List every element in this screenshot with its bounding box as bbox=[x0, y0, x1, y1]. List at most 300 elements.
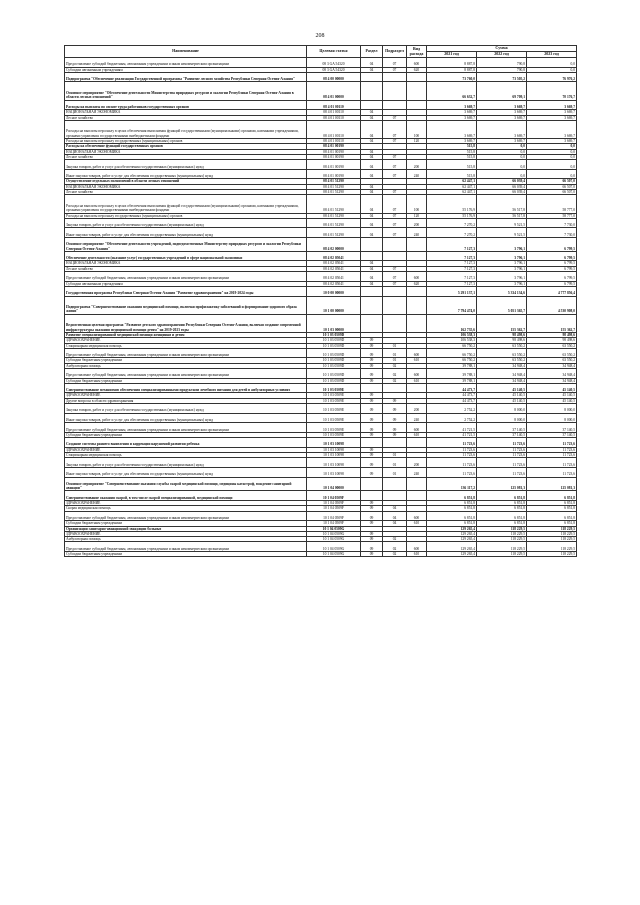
row-value-2021: 41 721,5 bbox=[427, 432, 477, 437]
row-code: 08 4 02 05041 bbox=[307, 266, 361, 271]
row-section: 09 bbox=[361, 404, 383, 414]
row-subsection: 01 bbox=[383, 467, 407, 477]
row-subsection: 07 bbox=[383, 281, 407, 286]
row-value-2023: 11 723,6 bbox=[527, 467, 577, 477]
row-subsection: 07 bbox=[383, 58, 407, 68]
row-name: НАЦИОНАЛЬНАЯ ЭКОНОМИКА bbox=[65, 261, 307, 266]
row-name: Субсидии бюджетным учреждениям bbox=[65, 432, 307, 437]
row-code: 10 1 04 0509F bbox=[307, 506, 361, 511]
row-subsection: 07 bbox=[383, 139, 407, 144]
row-subsection: 07 bbox=[383, 67, 407, 72]
row-name: Иные закупки товаров, работ и услуг для обеспечения государственных (муниципальных) нужд bbox=[65, 413, 307, 423]
row-subsection: 02 bbox=[383, 378, 407, 383]
row-subsection bbox=[383, 286, 407, 296]
row-value-2021: 11 723,6 bbox=[427, 453, 477, 458]
row-value-2023: 6 851,8 bbox=[527, 511, 577, 521]
row-value-2022: 45 140,5 bbox=[477, 398, 527, 403]
row-value-2021: 6 851,8 bbox=[427, 506, 477, 511]
row-value-2021: 66 750,2 bbox=[427, 358, 477, 363]
table-row bbox=[65, 160, 577, 170]
row-value-2022: 9 521,5 bbox=[477, 228, 527, 238]
row-name: ЗДРАВООХРАНЕНИЕ bbox=[65, 531, 307, 536]
row-subsection bbox=[383, 383, 407, 393]
table-row bbox=[65, 237, 577, 251]
row-value-2023: 58 777,0 bbox=[527, 213, 577, 218]
row-section bbox=[361, 477, 383, 491]
row-name: НАЦИОНАЛЬНАЯ ЭКОНОМИКА bbox=[65, 110, 307, 115]
row-subsection bbox=[383, 296, 407, 314]
row-code: 08 4 01 00110 bbox=[307, 120, 361, 138]
row-value-2021: 11 723,6 bbox=[427, 467, 477, 477]
row-code: 10 1 04 00000 bbox=[307, 477, 361, 491]
row-section: 04 bbox=[361, 228, 383, 238]
row-section bbox=[361, 438, 383, 448]
row-section: 09 bbox=[361, 453, 383, 458]
row-value-2022: 37 140,5 bbox=[477, 423, 527, 433]
row-value-2021: 6 851,8 bbox=[427, 491, 477, 501]
row-value-2021: 129 265,4 bbox=[427, 537, 477, 542]
row-code: 10 1 03 10098 bbox=[307, 458, 361, 468]
row-name: Предоставление субсидий бюджетным, автономным учреждениям и иным некоммерческим организациям bbox=[65, 542, 307, 552]
row-code: 08 4 01 00000 bbox=[307, 82, 361, 100]
table-body bbox=[65, 58, 577, 557]
row-section: 04 bbox=[361, 110, 383, 115]
row-value-2023: 76 976,2 bbox=[527, 72, 577, 82]
row-section: 09 bbox=[361, 423, 383, 433]
row-code: 08 4 01 00190 bbox=[307, 144, 361, 149]
row-value-2021: 7 270,2 bbox=[427, 218, 477, 228]
row-value-2023: 37 140,5 bbox=[527, 423, 577, 433]
row-value-2021: 129 265,4 bbox=[427, 551, 477, 556]
row-name: Субсидии бюджетным учреждениям bbox=[65, 551, 307, 556]
row-name: Закупка товаров, работ и услуг для обеспечения государственных (муниципальных) нужд bbox=[65, 404, 307, 414]
row-code: 08 4 01 00190 bbox=[307, 149, 361, 154]
row-section: 09 bbox=[361, 343, 383, 348]
row-expense-type: 200 bbox=[407, 218, 427, 228]
row-section: 09 bbox=[361, 537, 383, 542]
row-name: Расходы на выплаты по оплате труда работников государственных органов bbox=[65, 100, 307, 110]
row-section: 09 bbox=[361, 348, 383, 358]
row-code: 08 4 01 51290 bbox=[307, 218, 361, 228]
row-value-2023: 118 229,5 bbox=[527, 537, 577, 542]
row-subsection: 07 bbox=[383, 190, 407, 195]
row-value-2023: 0,0 bbox=[527, 149, 577, 154]
row-value-2021: 44 473,7 bbox=[427, 398, 477, 403]
row-value-2022: 45 140,5 bbox=[477, 393, 527, 398]
row-value-2021: 11 723,6 bbox=[427, 458, 477, 468]
row-code: 10 1 03 0509E bbox=[307, 383, 361, 393]
row-code: 10 1 03 0509D bbox=[307, 378, 361, 383]
row-code: 10 1 03 10098 bbox=[307, 453, 361, 458]
row-value-2023: 37 140,5 bbox=[527, 432, 577, 437]
row-section: 04 bbox=[361, 58, 383, 68]
row-value-2022: 0,0 bbox=[477, 154, 527, 159]
row-code: 08 4 00 00000 bbox=[307, 72, 361, 82]
row-value-2023: 118 229,5 bbox=[527, 531, 577, 536]
row-section bbox=[361, 491, 383, 501]
row-expense-type: 100 bbox=[407, 195, 427, 213]
table-row bbox=[65, 511, 577, 521]
row-name: Основное мероприятие "Обеспечение деятельности учреждений, подведомственных Министерству природных ресурсов и экологии Республики Северная Осетия-Алания" bbox=[65, 237, 307, 251]
header-subsection: Подраздел bbox=[383, 46, 407, 58]
row-code: 10 1 03 10098 bbox=[307, 447, 361, 452]
row-code: 10 1 03 0509D bbox=[307, 358, 361, 363]
row-expense-type: 600 bbox=[407, 369, 427, 379]
row-name: Основное мероприятие "Совершенствование оказания службы скорой медицинской помощи, медицины катастроф, вождение санитарной авиации" bbox=[65, 477, 307, 491]
header-year-2023: 2023 год bbox=[527, 52, 577, 58]
row-subsection bbox=[383, 100, 407, 110]
row-value-2023: 118 229,5 bbox=[527, 526, 577, 531]
row-value-2022: 118 229,5 bbox=[477, 526, 527, 531]
row-value-2022: 11 723,6 bbox=[477, 458, 527, 468]
row-section: 09 bbox=[361, 432, 383, 437]
row-value-2021: 62 447,1 bbox=[427, 190, 477, 195]
row-value-2023: 70 176,7 bbox=[527, 82, 577, 100]
row-value-2022: 45 140,5 bbox=[477, 383, 527, 393]
row-value-2023: 8 000,0 bbox=[527, 413, 577, 423]
row-value-2022: 8 000,0 bbox=[477, 404, 527, 414]
row-value-2022: 69 709,1 bbox=[477, 82, 527, 100]
row-expense-type bbox=[407, 237, 427, 251]
row-value-2022: 98 498,6 bbox=[477, 338, 527, 343]
row-name: Ведомственная целевая программа "Развитие детского здравоохранения Республики Северная Осетия-Алания, включая создание современной инфраструктуры оказания медицинской помощи детям" на 2019-2023 годы bbox=[65, 314, 307, 332]
row-subsection bbox=[383, 314, 407, 332]
row-value-2022: 11 723,6 bbox=[477, 467, 527, 477]
row-code: 08 4 02 05041 bbox=[307, 251, 361, 261]
row-value-2021: 66 632,7 bbox=[427, 82, 477, 100]
row-subsection: 07 bbox=[383, 160, 407, 170]
row-code: 10 1 03 0509E bbox=[307, 393, 361, 398]
row-expense-type: 610 bbox=[407, 521, 427, 526]
row-value-2022: 3 796,1 bbox=[477, 272, 527, 282]
row-value-2021: 39 788,1 bbox=[427, 363, 477, 368]
row-code: 08 4 01 00190 bbox=[307, 169, 361, 179]
row-subsection: 02 bbox=[383, 542, 407, 552]
row-expense-type: 120 bbox=[407, 213, 427, 218]
table-row bbox=[65, 348, 577, 358]
row-section: 09 bbox=[361, 551, 383, 556]
row-value-2023: 63 550,2 bbox=[527, 343, 577, 348]
row-expense-type: 240 bbox=[407, 413, 427, 423]
header-name: Наименование bbox=[65, 46, 307, 58]
row-value-2022: 3 796,1 bbox=[477, 261, 527, 266]
row-value-2021: 2 752,2 bbox=[427, 413, 477, 423]
table-row bbox=[65, 58, 577, 68]
row-value-2022: 3 796,1 bbox=[477, 251, 527, 261]
row-value-2023: 4 777 856,4 bbox=[527, 286, 577, 296]
row-section bbox=[361, 286, 383, 296]
row-value-2021: 515,8 bbox=[427, 149, 477, 154]
row-value-2023: 4 530 908,0 bbox=[527, 296, 577, 314]
row-section: 09 bbox=[361, 363, 383, 368]
row-value-2021: 7 270,2 bbox=[427, 228, 477, 238]
row-expense-type bbox=[407, 477, 427, 491]
row-value-2022: 0,0 bbox=[477, 144, 527, 149]
row-section bbox=[361, 296, 383, 314]
table-row bbox=[65, 272, 577, 282]
row-subsection: 07 bbox=[383, 120, 407, 138]
row-expense-type bbox=[407, 100, 427, 110]
row-value-2022: 118 229,5 bbox=[477, 542, 527, 552]
row-section: 09 bbox=[361, 501, 383, 506]
row-code: 10 1 03 0509E bbox=[307, 404, 361, 414]
row-subsection: 07 bbox=[383, 169, 407, 179]
table-row bbox=[65, 467, 577, 477]
row-value-2022: 3 796,1 bbox=[477, 237, 527, 251]
row-expense-type: 610 bbox=[407, 432, 427, 437]
table-row bbox=[65, 477, 577, 491]
table-row bbox=[65, 491, 577, 501]
row-subsection: 09 bbox=[383, 423, 407, 433]
row-expense-type: 600 bbox=[407, 542, 427, 552]
row-value-2023: 3 669,7 bbox=[527, 139, 577, 144]
row-value-2022: 3 669,7 bbox=[477, 110, 527, 115]
row-code: 08 3 GA 54320 bbox=[307, 58, 361, 68]
header-sum: Сумма bbox=[427, 46, 577, 52]
table-row bbox=[65, 120, 577, 138]
budget-table bbox=[64, 45, 577, 557]
row-value-2022: 0,0 bbox=[477, 169, 527, 179]
row-value-2022: 0,0 bbox=[477, 160, 527, 170]
row-value-2023: 3 669,7 bbox=[527, 115, 577, 120]
row-value-2022: 66 039,4 bbox=[477, 184, 527, 189]
row-subsection: 04 bbox=[383, 521, 407, 526]
row-value-2023: 45 140,5 bbox=[527, 383, 577, 393]
row-section: 09 bbox=[361, 531, 383, 536]
row-code: 08 4 01 00110 bbox=[307, 110, 361, 115]
row-section: 04 bbox=[361, 190, 383, 195]
row-value-2023: 125 081,3 bbox=[527, 477, 577, 491]
row-value-2023: 66 507,0 bbox=[527, 190, 577, 195]
row-value-2022: 63 550,2 bbox=[477, 343, 527, 348]
row-expense-type bbox=[407, 296, 427, 314]
row-expense-type: 600 bbox=[407, 348, 427, 358]
row-section: 04 bbox=[361, 266, 383, 271]
row-value-2022: 3 669,7 bbox=[477, 115, 527, 120]
row-name: Осуществление отдельных полномочий в области лесных отношений bbox=[65, 179, 307, 184]
row-value-2023: 63 550,2 bbox=[527, 348, 577, 358]
row-value-2021: 2 752,2 bbox=[427, 404, 477, 414]
row-name: Лесное хозяйство bbox=[65, 266, 307, 271]
row-value-2022: 3 796,1 bbox=[477, 281, 527, 286]
row-name: Субсидии бюджетным учреждениям bbox=[65, 358, 307, 363]
table-header bbox=[65, 46, 577, 58]
row-name: Субсидии автономным учреждениям bbox=[65, 67, 307, 72]
row-name: Субсидии бюджетным учреждениям bbox=[65, 378, 307, 383]
row-code: 10 1 03 10098 bbox=[307, 438, 361, 448]
row-value-2022: 118 229,5 bbox=[477, 537, 527, 542]
row-name: Организация санитарно-авиационной эвакуации больных bbox=[65, 526, 307, 531]
row-section: 09 bbox=[361, 369, 383, 379]
row-name: ЗДРАВООХРАНЕНИЕ bbox=[65, 501, 307, 506]
row-name: Государственная программа Республики Северная Осетия-Алания "Развитие здравоохранения" на 2019-2024 годы bbox=[65, 286, 307, 296]
row-subsection: 09 bbox=[383, 398, 407, 403]
row-value-2021: 41 721,5 bbox=[427, 423, 477, 433]
row-value-2021: 66 750,2 bbox=[427, 343, 477, 348]
row-value-2021: 136 117,2 bbox=[427, 477, 477, 491]
row-expense-type: 600 bbox=[407, 423, 427, 433]
row-value-2021: 55 176,9 bbox=[427, 213, 477, 218]
row-name: Стационарная медицинская помощь bbox=[65, 343, 307, 348]
row-value-2021: 106 538,3 bbox=[427, 338, 477, 343]
row-expense-type bbox=[407, 491, 427, 501]
row-value-2022: 3 669,7 bbox=[477, 100, 527, 110]
row-value-2022: 66 039,4 bbox=[477, 190, 527, 195]
row-value-2022: 63 550,2 bbox=[477, 358, 527, 363]
row-value-2022: 8 000,0 bbox=[477, 413, 527, 423]
row-value-2022: 155 362,7 bbox=[477, 314, 527, 332]
row-name: Другие вопросы в области здравоохранения bbox=[65, 398, 307, 403]
row-name: Подпрограмма "Обеспечение реализации Государственной программы "Развитие лесного хозяйства Республики Северная Осетия-Алания" bbox=[65, 72, 307, 82]
row-section: 04 bbox=[361, 169, 383, 179]
row-value-2023: 34 948,4 bbox=[527, 378, 577, 383]
row-name: Подпрограмма "Совершенствование оказания медицинской помощи, включая профилактику заболеваний и формирование здорового образа жизни" bbox=[65, 296, 307, 314]
row-section: 04 bbox=[361, 120, 383, 138]
row-section bbox=[361, 251, 383, 261]
row-value-2021: 73 760,0 bbox=[427, 72, 477, 82]
row-expense-type: 620 bbox=[407, 281, 427, 286]
row-value-2023: 0,0 bbox=[527, 58, 577, 68]
row-value-2021: 129 265,4 bbox=[427, 526, 477, 531]
row-value-2022: 37 140,5 bbox=[477, 432, 527, 437]
row-name: ЗДРАВООХРАНЕНИЕ bbox=[65, 393, 307, 398]
row-section: 04 bbox=[361, 149, 383, 154]
row-value-2022: 34 948,4 bbox=[477, 378, 527, 383]
row-subsection: 02 bbox=[383, 363, 407, 368]
row-name: Лесное хозяйство bbox=[65, 154, 307, 159]
row-value-2021: 3 669,7 bbox=[427, 110, 477, 115]
row-section: 09 bbox=[361, 467, 383, 477]
row-expense-type bbox=[407, 82, 427, 100]
row-name: Иные закупки товаров, работ и услуг для обеспечения государственных (муниципальных) нужд bbox=[65, 228, 307, 238]
row-name: Субсидии автономным учреждениям bbox=[65, 281, 307, 286]
row-name: Иные закупки товаров, работ и услуг для обеспечения государственных (муниципальных) нужд bbox=[65, 169, 307, 179]
row-value-2021: 39 788,1 bbox=[427, 369, 477, 379]
row-code: 10 1 00 00000 bbox=[307, 296, 361, 314]
row-value-2023: 63 550,2 bbox=[527, 358, 577, 363]
row-name: Скорая медицинская помощь bbox=[65, 506, 307, 511]
row-name: Закупка товаров, работ и услуг для обеспечения государственных (муниципальных) нужд bbox=[65, 160, 307, 170]
row-code: 08 4 01 51290 bbox=[307, 190, 361, 195]
table-row bbox=[65, 383, 577, 393]
row-value-2023: 98 498,6 bbox=[527, 332, 577, 337]
row-section bbox=[361, 314, 383, 332]
row-code: 10 1 03 10098 bbox=[307, 467, 361, 477]
row-code: 08 4 02 05041 bbox=[307, 272, 361, 282]
row-name: Совершенствование оказания скорой, в том числе скорой специализированной, медицинской помощи bbox=[65, 491, 307, 501]
row-subsection: 01 bbox=[383, 343, 407, 348]
table-row bbox=[65, 72, 577, 82]
row-section bbox=[361, 383, 383, 393]
row-value-2023: 11 723,6 bbox=[527, 438, 577, 448]
row-name: Создание системы раннего выявления и коррекции нарушений развития ребенка bbox=[65, 438, 307, 448]
row-value-2023: 6 851,8 bbox=[527, 506, 577, 511]
row-expense-type: 200 bbox=[407, 404, 427, 414]
row-value-2022: 0,0 bbox=[477, 149, 527, 154]
row-value-2023: 0,0 bbox=[527, 144, 577, 149]
row-value-2021: 7 127,3 bbox=[427, 237, 477, 251]
row-value-2021: 129 265,4 bbox=[427, 531, 477, 536]
row-value-2023: 45 140,5 bbox=[527, 398, 577, 403]
row-subsection: 02 bbox=[383, 537, 407, 542]
row-section: 09 bbox=[361, 378, 383, 383]
row-subsection: 07 bbox=[383, 218, 407, 228]
row-name: Амбулаторная помощь bbox=[65, 363, 307, 368]
row-value-2021: 515,8 bbox=[427, 144, 477, 149]
row-name: Расходы на выплаты персоналу государственных (муниципальных) органов bbox=[65, 213, 307, 218]
row-value-2023: 58 777,0 bbox=[527, 195, 577, 213]
row-value-2021: 62 447,1 bbox=[427, 184, 477, 189]
row-code: 10 1 04 0509F bbox=[307, 501, 361, 506]
row-value-2023: 8 000,0 bbox=[527, 404, 577, 414]
row-expense-type: 610 bbox=[407, 378, 427, 383]
row-name: Предоставление субсидий бюджетным, автономным учреждениям и иным некоммерческим организациям bbox=[65, 348, 307, 358]
row-value-2023: 0,0 bbox=[527, 160, 577, 170]
row-value-2021: 7 127,3 bbox=[427, 272, 477, 282]
row-value-2021: 6 851,8 bbox=[427, 511, 477, 521]
row-section: 04 bbox=[361, 213, 383, 218]
row-expense-type: 240 bbox=[407, 228, 427, 238]
row-name: Закупка товаров, работ и услуг для обеспечения государственных (муниципальных) нужд bbox=[65, 458, 307, 468]
row-expense-type: 600 bbox=[407, 58, 427, 68]
row-expense-type: 610 bbox=[407, 551, 427, 556]
row-value-2023: 66 507,0 bbox=[527, 184, 577, 189]
row-value-2023: 3 669,7 bbox=[527, 110, 577, 115]
row-value-2022: 11 723,6 bbox=[477, 453, 527, 458]
row-value-2022: 56 517,8 bbox=[477, 195, 527, 213]
row-code: 10 1 04 0509G bbox=[307, 531, 361, 536]
row-value-2022: 66 039,4 bbox=[477, 179, 527, 184]
row-name: Субсидии бюджетным учреждениям bbox=[65, 521, 307, 526]
row-value-2023: 7 730,0 bbox=[527, 218, 577, 228]
row-value-2023: 0,0 bbox=[527, 154, 577, 159]
row-value-2021: 3 669,7 bbox=[427, 139, 477, 144]
row-name: Лесное хозяйство bbox=[65, 190, 307, 195]
row-section: 04 bbox=[361, 272, 383, 282]
header-section: Раздел bbox=[361, 46, 383, 58]
row-subsection: 01 bbox=[383, 358, 407, 363]
row-section: 04 bbox=[361, 261, 383, 266]
table-row bbox=[65, 314, 577, 332]
row-code: 10 1 03 0509E bbox=[307, 423, 361, 433]
row-code: 10 1 04 0509G bbox=[307, 551, 361, 556]
table-row bbox=[65, 296, 577, 314]
row-code: 08 4 01 00190 bbox=[307, 154, 361, 159]
row-name: Расходы на обеспечение функций государственных органов bbox=[65, 144, 307, 149]
row-code: 08 4 01 51290 bbox=[307, 195, 361, 213]
row-value-2023: 6 799,5 bbox=[527, 272, 577, 282]
row-value-2023: 34 948,4 bbox=[527, 369, 577, 379]
row-value-2023: 6 851,8 bbox=[527, 521, 577, 526]
row-value-2022: 73 505,2 bbox=[477, 72, 527, 82]
row-value-2022: 125 081,3 bbox=[477, 477, 527, 491]
row-value-2022: 3 669,7 bbox=[477, 120, 527, 138]
row-value-2022: 790,8 bbox=[477, 58, 527, 68]
row-value-2021: 66 750,2 bbox=[427, 348, 477, 358]
header-expense-type: Вид расхода bbox=[407, 46, 427, 58]
row-name: Развитие специализированной медицинской помощи женщинам и детям bbox=[65, 332, 307, 337]
row-value-2022: 790,8 bbox=[477, 67, 527, 72]
row-expense-type: 100 bbox=[407, 120, 427, 138]
row-code: 08 4 01 51290 bbox=[307, 213, 361, 218]
row-subsection bbox=[383, 491, 407, 501]
row-subsection bbox=[383, 72, 407, 82]
row-value-2021: 6 851,8 bbox=[427, 521, 477, 526]
row-subsection: 07 bbox=[383, 213, 407, 218]
row-code: 08 4 01 00190 bbox=[307, 160, 361, 170]
row-value-2023: 34 948,4 bbox=[527, 363, 577, 368]
row-code: 10 1 04 0509F bbox=[307, 511, 361, 521]
